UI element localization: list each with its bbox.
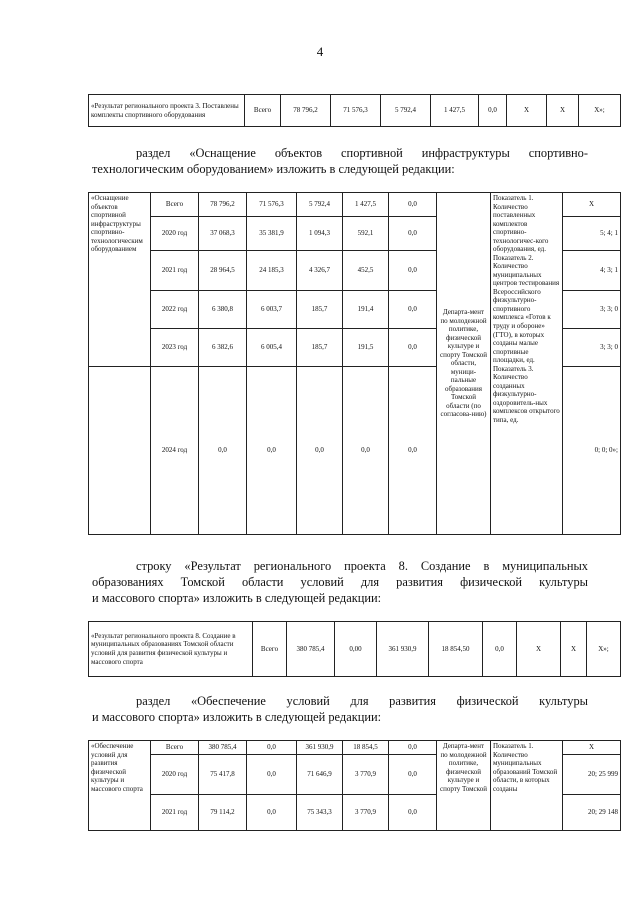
value-cell: 0,0 bbox=[389, 251, 437, 291]
value-cell: 28 964,5 bbox=[199, 251, 247, 291]
value-cell: 6 382,6 bbox=[199, 329, 247, 367]
year-cell: 2021 год bbox=[151, 251, 199, 291]
page-number: 4 bbox=[316, 44, 324, 59]
indicator-value-cell: Х bbox=[563, 741, 621, 755]
value-cell: 0,0 bbox=[479, 95, 507, 127]
value-cell: 71 576,3 bbox=[331, 95, 381, 127]
value-cell: 380 785,4 bbox=[199, 741, 247, 755]
value-cell: 0,0 bbox=[343, 367, 389, 535]
value-cell: 361 930,9 bbox=[297, 741, 343, 755]
paragraph-line: раздел «Обеспечение условий для развития физической культуры bbox=[136, 694, 588, 708]
year-cell: Всего bbox=[151, 741, 199, 755]
row-name-cell: «Результат регионального проекта 8. Создание в муниципальных образованиях Томской области условий для развития физической культуры и массового спорта bbox=[89, 622, 253, 677]
value-cell: 5 792,4 bbox=[381, 95, 431, 127]
value-cell: 78 796,2 bbox=[281, 95, 331, 127]
value-cell: 0,0 bbox=[297, 367, 343, 535]
value-cell: 0,0 bbox=[389, 291, 437, 329]
year-cell: 2020 год bbox=[151, 217, 199, 251]
value-cell: 452,5 bbox=[343, 251, 389, 291]
value-cell: 6 005,4 bbox=[247, 329, 297, 367]
paragraph-line: и массового спорта» изложить в следующей редакции: bbox=[92, 710, 382, 724]
value-cell: 35 381,9 bbox=[247, 217, 297, 251]
value-cell: 4 326,7 bbox=[297, 251, 343, 291]
value-cell: 0,0 bbox=[389, 741, 437, 755]
row-name-cell: «Оснащение объектов спортивной инфраструктуры спортивно-технологическим оборудованием bbox=[89, 193, 151, 367]
indicator-value-cell: Х bbox=[563, 193, 621, 217]
empty-cell bbox=[89, 367, 151, 535]
value-cell: 75 417,8 bbox=[199, 755, 247, 795]
year-cell: Всего bbox=[151, 193, 199, 217]
executor-cell: Департа-мент по молодежной политике, физической культуре и спорту Томской bbox=[437, 741, 491, 831]
indicator-value-cell: 3; 3; 0 bbox=[563, 329, 621, 367]
value-cell: 5 792,4 bbox=[297, 193, 343, 217]
indicators-cell: Показатель 1. Количество поставленных комплектов спортивно-технологичес-кого оборудования, ед. Показатель 2. Количество муниципальных центров тестирования Всероссийского физкультурно-спортивного комплекса «Готов к труду и обороне» (ГТО), в которых созданы малые спортивные площадки, ед. Показатель 3. Количество созданных физкультурно-оздоровитель-ных комплексов открытого типа, ед. bbox=[491, 193, 563, 535]
value-cell: 185,7 bbox=[297, 291, 343, 329]
value-cell: 0,0 bbox=[247, 755, 297, 795]
value-cell: 0,0 bbox=[389, 217, 437, 251]
paragraph-line: технологическим оборудованием» изложить в следующей редакции: bbox=[92, 162, 455, 176]
value-cell: Х bbox=[547, 95, 579, 127]
year-cell: 2020 год bbox=[151, 755, 199, 795]
year-cell: 2022 год bbox=[151, 291, 199, 329]
value-cell: 3 770,9 bbox=[343, 795, 389, 831]
value-cell: Х bbox=[561, 622, 587, 677]
value-cell: 71 646,9 bbox=[297, 755, 343, 795]
value-cell: 18 854,50 bbox=[429, 622, 483, 677]
indicator-value-cell: 3; 3; 0 bbox=[563, 291, 621, 329]
value-cell: 3 770,9 bbox=[343, 755, 389, 795]
value-cell: 185,7 bbox=[297, 329, 343, 367]
table-conditions-section bbox=[88, 740, 621, 831]
value-cell: 380 785,4 bbox=[287, 622, 335, 677]
value-cell: 0,0 bbox=[389, 193, 437, 217]
value-cell: 0,0 bbox=[247, 367, 297, 535]
indicator-value-cell: 20; 29 148 bbox=[563, 795, 621, 831]
table-result-project-3 bbox=[88, 94, 621, 127]
paragraph-line: и массового спорта» изложить в следующей редакции: bbox=[92, 591, 382, 605]
table-equipment-section bbox=[88, 192, 621, 535]
year-cell: 2023 год bbox=[151, 329, 199, 367]
indicators-cell: Показатель 1. Количество муниципальных образований Томской области, в которых созданы bbox=[491, 741, 563, 831]
year-cell: 2021 год bbox=[151, 795, 199, 831]
value-cell: 0,0 bbox=[389, 795, 437, 831]
value-cell: 191,4 bbox=[343, 291, 389, 329]
executor-cell: Департа-мент по молодежной политике, физической культуре и спорту Томской области, муници-пальные образования Томской области (по согласова-нию) bbox=[437, 193, 491, 535]
value-cell: 191,5 bbox=[343, 329, 389, 367]
value-cell: 78 796,2 bbox=[199, 193, 247, 217]
value-cell: 0,00 bbox=[335, 622, 377, 677]
value-cell: 24 185,3 bbox=[247, 251, 297, 291]
value-cell: Х bbox=[507, 95, 547, 127]
value-cell: 1 094,3 bbox=[297, 217, 343, 251]
value-cell: 18 854,5 bbox=[343, 741, 389, 755]
row-name-cell: «Результат регионального проекта 3. Поставлены комплекты спортивного оборудования bbox=[89, 95, 245, 127]
value-cell: 75 343,3 bbox=[297, 795, 343, 831]
table-result-project-8 bbox=[88, 621, 621, 677]
value-cell: 6 380,8 bbox=[199, 291, 247, 329]
indicator-value-cell: 4; 3; 1 bbox=[563, 251, 621, 291]
indicator-value-cell: 0; 0; 0»; bbox=[563, 367, 621, 535]
value-cell: 0,0 bbox=[247, 795, 297, 831]
value-cell: Х»; bbox=[579, 95, 621, 127]
value-cell: 71 576,3 bbox=[247, 193, 297, 217]
value-cell: 0,0 bbox=[483, 622, 517, 677]
value-cell: 592,1 bbox=[343, 217, 389, 251]
paragraph-line: образованиях Томской области условий для развития физической культуры bbox=[92, 575, 588, 589]
value-cell: 0,0 bbox=[389, 329, 437, 367]
value-cell: 0,0 bbox=[389, 367, 437, 535]
value-cell: 1 427,5 bbox=[431, 95, 479, 127]
value-cell: Х bbox=[517, 622, 561, 677]
row-name-cell: «Обеспечение условий для развития физической культуры и массового спорта bbox=[89, 741, 151, 831]
year-cell: 2024 год bbox=[151, 367, 199, 535]
indicator-value-cell: 20; 25 999 bbox=[563, 755, 621, 795]
value-cell: 0,0 bbox=[199, 367, 247, 535]
value-cell: 1 427,5 bbox=[343, 193, 389, 217]
value-cell: 0,0 bbox=[247, 741, 297, 755]
paragraph-line: раздел «Оснащение объектов спортивной инфраструктуры спортивно- bbox=[136, 146, 588, 160]
value-cell: Х»; bbox=[587, 622, 621, 677]
total-label-cell: Всего bbox=[245, 95, 281, 127]
paragraph-line: строку «Результат регионального проекта 8. Создание в муниципальных bbox=[136, 559, 588, 573]
indicator-value-cell: 5; 4; 1 bbox=[563, 217, 621, 251]
value-cell: 37 068,3 bbox=[199, 217, 247, 251]
value-cell: 0,0 bbox=[389, 755, 437, 795]
value-cell: 79 114,2 bbox=[199, 795, 247, 831]
value-cell: 361 930,9 bbox=[377, 622, 429, 677]
value-cell: 6 003,7 bbox=[247, 291, 297, 329]
total-label-cell: Всего bbox=[253, 622, 287, 677]
